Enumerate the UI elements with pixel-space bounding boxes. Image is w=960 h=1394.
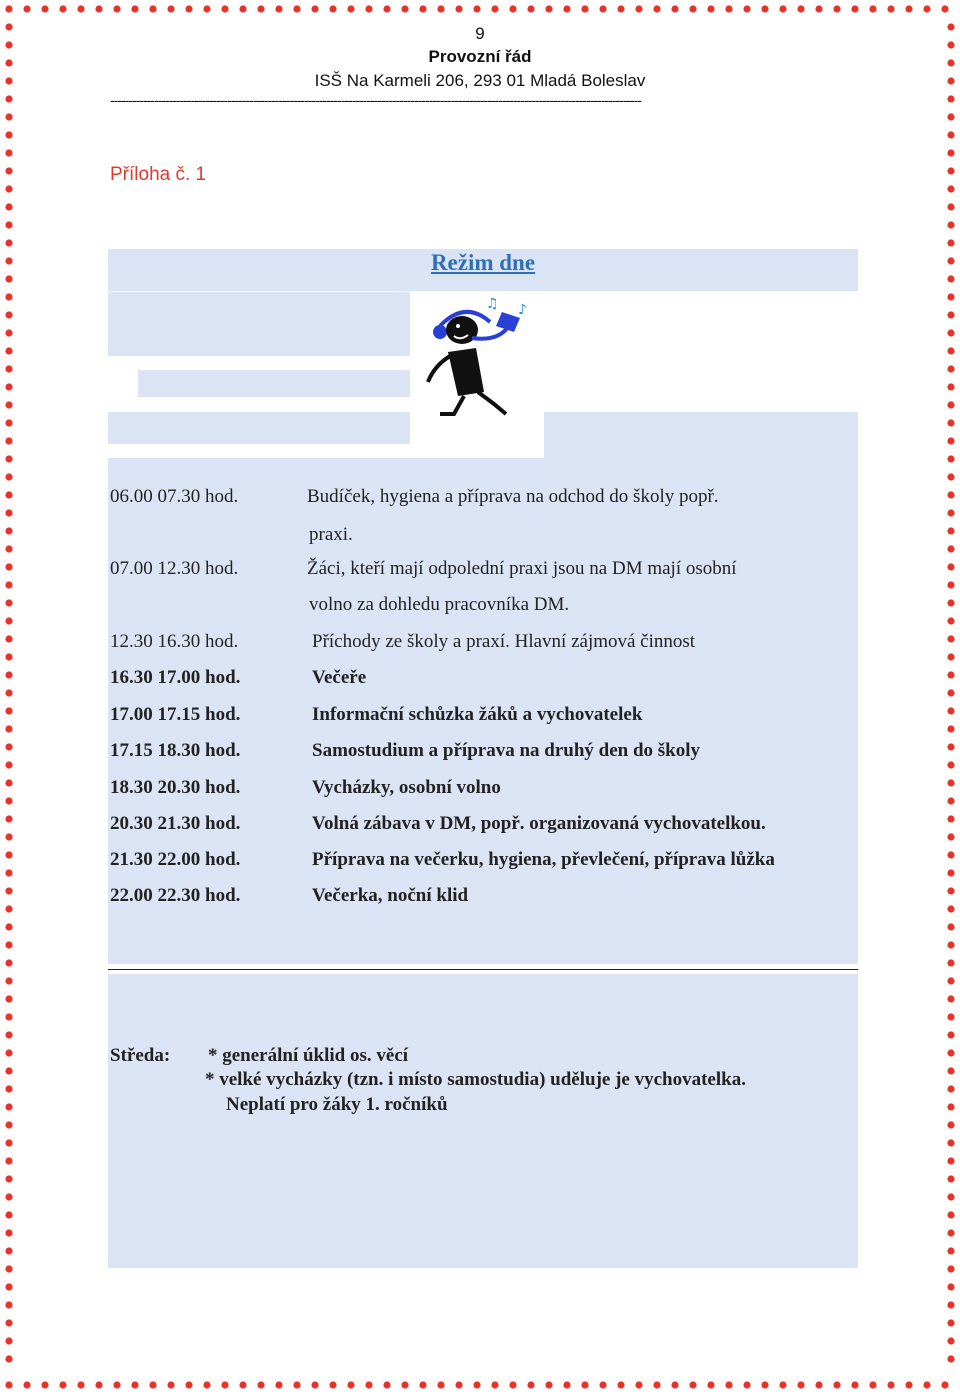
band-left-2 (138, 370, 410, 397)
border-dot (947, 851, 954, 858)
border-dot (401, 5, 408, 12)
border-dot (947, 1193, 954, 1200)
border-dot (617, 1381, 624, 1388)
border-dot (947, 203, 954, 210)
border-dot (5, 725, 12, 732)
schedule-activity-continuation-text: volno za dohledu pracovníka DM. (309, 594, 570, 615)
border-dot (5, 761, 12, 768)
boy-with-headphones-icon (410, 292, 544, 456)
border-dot (239, 5, 246, 12)
border-dot (671, 1381, 678, 1388)
border-dot (947, 833, 954, 840)
border-dot (275, 5, 282, 12)
border-dot (947, 1139, 954, 1146)
schedule-activity: Volná zábava v DM, popř. organizovaná vychovatelkou. (312, 813, 766, 834)
border-dot (947, 725, 954, 732)
notes-band (108, 974, 858, 1268)
border-dot (581, 5, 588, 12)
border-dot (947, 1265, 954, 1272)
schedule-time: 17.15 18.30 hod. (110, 740, 241, 761)
border-dot (5, 1085, 12, 1092)
border-dot (947, 1355, 954, 1362)
border-dot (947, 761, 954, 768)
border-dot (947, 293, 954, 300)
border-dot (947, 689, 954, 696)
schedule-time: 17.00 17.15 hod. (110, 704, 241, 725)
border-dot (947, 239, 954, 246)
border-dot (947, 959, 954, 966)
border-dot (5, 689, 12, 696)
border-dot (95, 5, 102, 12)
band-right-3 (544, 412, 858, 458)
border-dot (689, 1381, 696, 1388)
border-dot (947, 95, 954, 102)
border-dot (707, 1381, 714, 1388)
border-dot (947, 329, 954, 336)
border-dot (947, 491, 954, 498)
svg-text:♫: ♫ (486, 296, 499, 312)
border-dot (275, 1381, 282, 1388)
border-dot (689, 5, 696, 12)
border-dot (599, 5, 606, 12)
border-dot (5, 977, 12, 984)
border-dot (947, 581, 954, 588)
border-dot (131, 5, 138, 12)
border-dot (5, 383, 12, 390)
border-dot (5, 599, 12, 606)
wednesday-label: Středa: (110, 1045, 171, 1066)
border-dot (221, 5, 228, 12)
border-dot (5, 149, 12, 156)
border-dot (5, 545, 12, 552)
border-dot (761, 1381, 768, 1388)
border-dot (743, 1381, 750, 1388)
border-dot (5, 1175, 12, 1182)
border-dot (419, 1381, 426, 1388)
border-dot (5, 221, 12, 228)
border-dot (947, 995, 954, 1002)
border-dot (947, 347, 954, 354)
border-dot (947, 887, 954, 894)
border-dot (5, 1247, 12, 1254)
border-dot (5, 347, 12, 354)
border-dot (947, 815, 954, 822)
border-dot (5, 1067, 12, 1074)
border-dot (947, 977, 954, 984)
schedule-activity: Večerka, noční klid (312, 885, 469, 906)
border-dot (5, 113, 12, 120)
border-dot (5, 365, 12, 372)
schedule-activity: Příchody ze školy a praxí. Hlavní zájmová činnost (312, 631, 696, 652)
border-dot (5, 1319, 12, 1326)
border-dot (113, 5, 120, 12)
border-dot (947, 527, 954, 534)
border-dot (653, 5, 660, 12)
border-dot (581, 1381, 588, 1388)
border-dot (5, 833, 12, 840)
border-dot (947, 1085, 954, 1092)
border-dot (5, 707, 12, 714)
border-dot (947, 401, 954, 408)
border-dot (947, 941, 954, 948)
border-dot (947, 1031, 954, 1038)
border-dot (5, 527, 12, 534)
border-dot (545, 5, 552, 12)
border-dot (491, 1381, 498, 1388)
wednesday-item-cleaning: * generální úklid os. věcí (208, 1045, 409, 1066)
border-dot (5, 275, 12, 282)
border-dot (833, 1381, 840, 1388)
border-dot (947, 419, 954, 426)
border-dot (5, 1193, 12, 1200)
border-dot (947, 167, 954, 174)
border-dot (5, 1049, 12, 1056)
border-dot (203, 5, 210, 12)
schedule-activity: Informační schůzka žáků a vychovatelek (312, 704, 643, 725)
border-dot (5, 437, 12, 444)
border-dot (149, 1381, 156, 1388)
border-dot (5, 491, 12, 498)
border-dot (563, 1381, 570, 1388)
border-dot (947, 1247, 954, 1254)
school-address: ISŠ Na Karmeli 206, 293 01 Mladá Boleslav (314, 71, 646, 90)
border-dot (527, 1381, 534, 1388)
border-dot (5, 311, 12, 318)
border-dot (947, 1211, 954, 1218)
border-dot (5, 1121, 12, 1128)
document-title: Provozní řád (428, 47, 532, 66)
border-dot (23, 5, 30, 12)
border-dot (671, 5, 678, 12)
border-dot (437, 5, 444, 12)
border-dot (947, 1319, 954, 1326)
border-dot (365, 5, 372, 12)
border-dot (347, 1381, 354, 1388)
border-dot (257, 5, 264, 12)
border-dot (947, 1121, 954, 1128)
border-dot (5, 869, 12, 876)
schedule-activity: Budíček, hygiena a příprava na odchod do školy popř. (307, 486, 719, 507)
border-dot (5, 1301, 12, 1308)
schedule-activity: Večeře (312, 667, 367, 688)
border-dot (947, 923, 954, 930)
border-dot (5, 5, 12, 12)
border-dot (947, 905, 954, 912)
border-dot (5, 887, 12, 894)
border-dot (509, 5, 516, 12)
border-dot (5, 1337, 12, 1344)
border-dot (401, 1381, 408, 1388)
border-dot (941, 5, 948, 12)
border-dot (797, 1381, 804, 1388)
section-separator-line (108, 969, 858, 970)
border-dot (95, 1381, 102, 1388)
border-dot (905, 1381, 912, 1388)
border-dot (5, 653, 12, 660)
border-dot (473, 1381, 480, 1388)
border-dot (329, 1381, 336, 1388)
border-dot (947, 437, 954, 444)
border-dot (947, 671, 954, 678)
border-dot (185, 5, 192, 12)
border-dot (5, 257, 12, 264)
border-dot (947, 1337, 954, 1344)
border-dot (5, 905, 12, 912)
border-dot (5, 329, 12, 336)
border-dot (5, 1283, 12, 1290)
border-dot (5, 167, 12, 174)
border-dot (5, 1355, 12, 1362)
border-dot (5, 797, 12, 804)
border-dot (5, 95, 12, 102)
border-dot (491, 5, 498, 12)
band-left-1 (108, 292, 410, 356)
border-dot (779, 1381, 786, 1388)
border-dot (5, 617, 12, 624)
border-dot (149, 5, 156, 12)
border-dot (167, 1381, 174, 1388)
border-dot (5, 671, 12, 678)
band-left-3 (108, 412, 410, 444)
border-dot (947, 1103, 954, 1110)
border-dot (293, 1381, 300, 1388)
border-dot (5, 1265, 12, 1272)
schedule-time: 12.30 16.30 hod. (110, 631, 239, 652)
border-dot (5, 203, 12, 210)
schedule-time: 21.30 22.00 hod. (110, 849, 241, 870)
border-dot (5, 131, 12, 138)
border-dot (761, 5, 768, 12)
border-dot (869, 5, 876, 12)
border-dot (5, 1211, 12, 1218)
border-dot (455, 5, 462, 12)
border-dot (947, 221, 954, 228)
schedule-time: 07.00 12.30 hod. (110, 558, 239, 579)
border-dot (947, 779, 954, 786)
border-dot (923, 1381, 930, 1388)
border-dot (473, 5, 480, 12)
border-dot (113, 1381, 120, 1388)
schedule-activity: Samostudium a příprava na druhý den do školy (312, 740, 701, 761)
border-dot (509, 1381, 516, 1388)
border-dot (947, 563, 954, 570)
border-dot (947, 617, 954, 624)
border-dot (131, 1381, 138, 1388)
border-dot (815, 1381, 822, 1388)
border-dot (5, 473, 12, 480)
border-dot (5, 509, 12, 516)
border-dot (947, 1049, 954, 1056)
border-dot (221, 1381, 228, 1388)
border-dot (59, 1381, 66, 1388)
header-dashed-rule: ------------------------------------------------------------------------------------------------------------------------------------------------- (110, 92, 642, 108)
border-dot (5, 401, 12, 408)
border-dot (947, 149, 954, 156)
border-dot (905, 5, 912, 12)
border-dot (185, 1381, 192, 1388)
border-dot (347, 5, 354, 12)
border-dot (947, 1175, 954, 1182)
border-dot (947, 131, 954, 138)
border-dot (5, 959, 12, 966)
border-dot (947, 455, 954, 462)
border-dot (437, 1381, 444, 1388)
border-dot (779, 5, 786, 12)
appendix-label: Příloha č. 1 (110, 164, 207, 185)
border-dot (365, 1381, 372, 1388)
clipart-box (410, 292, 544, 456)
border-dot (5, 239, 12, 246)
border-dot (653, 1381, 660, 1388)
schedule-time: 18.30 20.30 hod. (110, 777, 241, 798)
border-dot (383, 5, 390, 12)
border-dot (5, 923, 12, 930)
border-dot (41, 5, 48, 12)
border-dot (947, 1301, 954, 1308)
border-dot (5, 779, 12, 786)
border-dot (599, 1381, 606, 1388)
border-dot (545, 1381, 552, 1388)
border-dot (5, 1139, 12, 1146)
schedule-time: 20.30 21.30 hod. (110, 813, 241, 834)
border-dot (947, 653, 954, 660)
border-dot (5, 1031, 12, 1038)
border-dot (5, 995, 12, 1002)
border-dot (203, 1381, 210, 1388)
border-dot (947, 635, 954, 642)
border-dot (947, 599, 954, 606)
schedule-time: 16.30 17.00 hod. (110, 667, 241, 688)
border-dot (947, 545, 954, 552)
border-dot (947, 113, 954, 120)
schedule-activity: Příprava na večerku, hygiena, převlečení, příprava lůžka (312, 849, 775, 870)
border-dot (5, 1381, 12, 1388)
schedule-activity-continuation-text: praxi. (309, 524, 353, 545)
border-dot (5, 185, 12, 192)
border-dot (5, 563, 12, 570)
border-dot (947, 473, 954, 480)
border-dot (947, 275, 954, 282)
border-dot (311, 5, 318, 12)
border-dot (947, 1283, 954, 1290)
border-dot (947, 1067, 954, 1074)
border-dot (947, 311, 954, 318)
border-dot (947, 365, 954, 372)
border-dot (617, 5, 624, 12)
border-dot (635, 5, 642, 12)
border-dot (293, 5, 300, 12)
border-dot (5, 1157, 12, 1164)
border-dot (947, 1229, 954, 1236)
wednesday-item-exception: Neplatí pro žáky 1. ročníků (226, 1094, 448, 1115)
border-dot (329, 5, 336, 12)
border-dot (77, 1381, 84, 1388)
border-dot (947, 257, 954, 264)
border-dot (5, 941, 12, 948)
wednesday-item-walks: * velké vycházky (tzn. i místo samostudia) uděluje je vychovatelka. (205, 1069, 746, 1090)
border-dot (797, 5, 804, 12)
border-dot (5, 419, 12, 426)
border-dot (815, 5, 822, 12)
border-dot (5, 635, 12, 642)
border-dot (947, 185, 954, 192)
schedule-activity: Vycházky, osobní volno (312, 777, 501, 798)
border-dot (5, 293, 12, 300)
border-dot (887, 5, 894, 12)
border-dot (725, 1381, 732, 1388)
border-dot (23, 1381, 30, 1388)
border-dot (947, 1013, 954, 1020)
border-dot (383, 1381, 390, 1388)
border-dot (947, 743, 954, 750)
page-number: 9 (475, 24, 485, 43)
border-dot (59, 5, 66, 12)
border-dot (887, 1381, 894, 1388)
border-dot (77, 5, 84, 12)
border-dot (947, 869, 954, 876)
border-dot (5, 1013, 12, 1020)
border-dot (311, 1381, 318, 1388)
svg-text:♪: ♪ (518, 302, 527, 318)
border-dot (257, 1381, 264, 1388)
border-dot (563, 5, 570, 12)
border-dot (947, 383, 954, 390)
border-dot (239, 1381, 246, 1388)
border-dot (635, 1381, 642, 1388)
border-dot (527, 5, 534, 12)
border-dot (41, 1381, 48, 1388)
schedule-activity: Žáci, kteří mají odpolední praxi jsou na DM mají osobní (307, 558, 737, 579)
border-dot (167, 5, 174, 12)
border-dot (5, 851, 12, 858)
border-dot (851, 1381, 858, 1388)
border-dot (869, 1381, 876, 1388)
border-dot (5, 455, 12, 462)
border-dot (947, 797, 954, 804)
border-dot (5, 581, 12, 588)
border-dot (707, 5, 714, 12)
schedule-title: Režim dne (430, 250, 536, 275)
border-dot (851, 5, 858, 12)
border-dot (923, 5, 930, 12)
border-dot (941, 1381, 948, 1388)
border-dot (5, 743, 12, 750)
border-dot (725, 5, 732, 12)
border-dot (5, 1103, 12, 1110)
border-dot (455, 1381, 462, 1388)
border-dot (5, 815, 12, 822)
border-dot (947, 707, 954, 714)
schedule-time: 06.00 07.30 hod. (110, 486, 239, 507)
border-dot (947, 509, 954, 516)
border-dot (743, 5, 750, 12)
border-dot (419, 5, 426, 12)
border-dot (5, 1229, 12, 1236)
schedule-time: 22.00 22.30 hod. (110, 885, 241, 906)
border-dot (833, 5, 840, 12)
border-dot (947, 1157, 954, 1164)
